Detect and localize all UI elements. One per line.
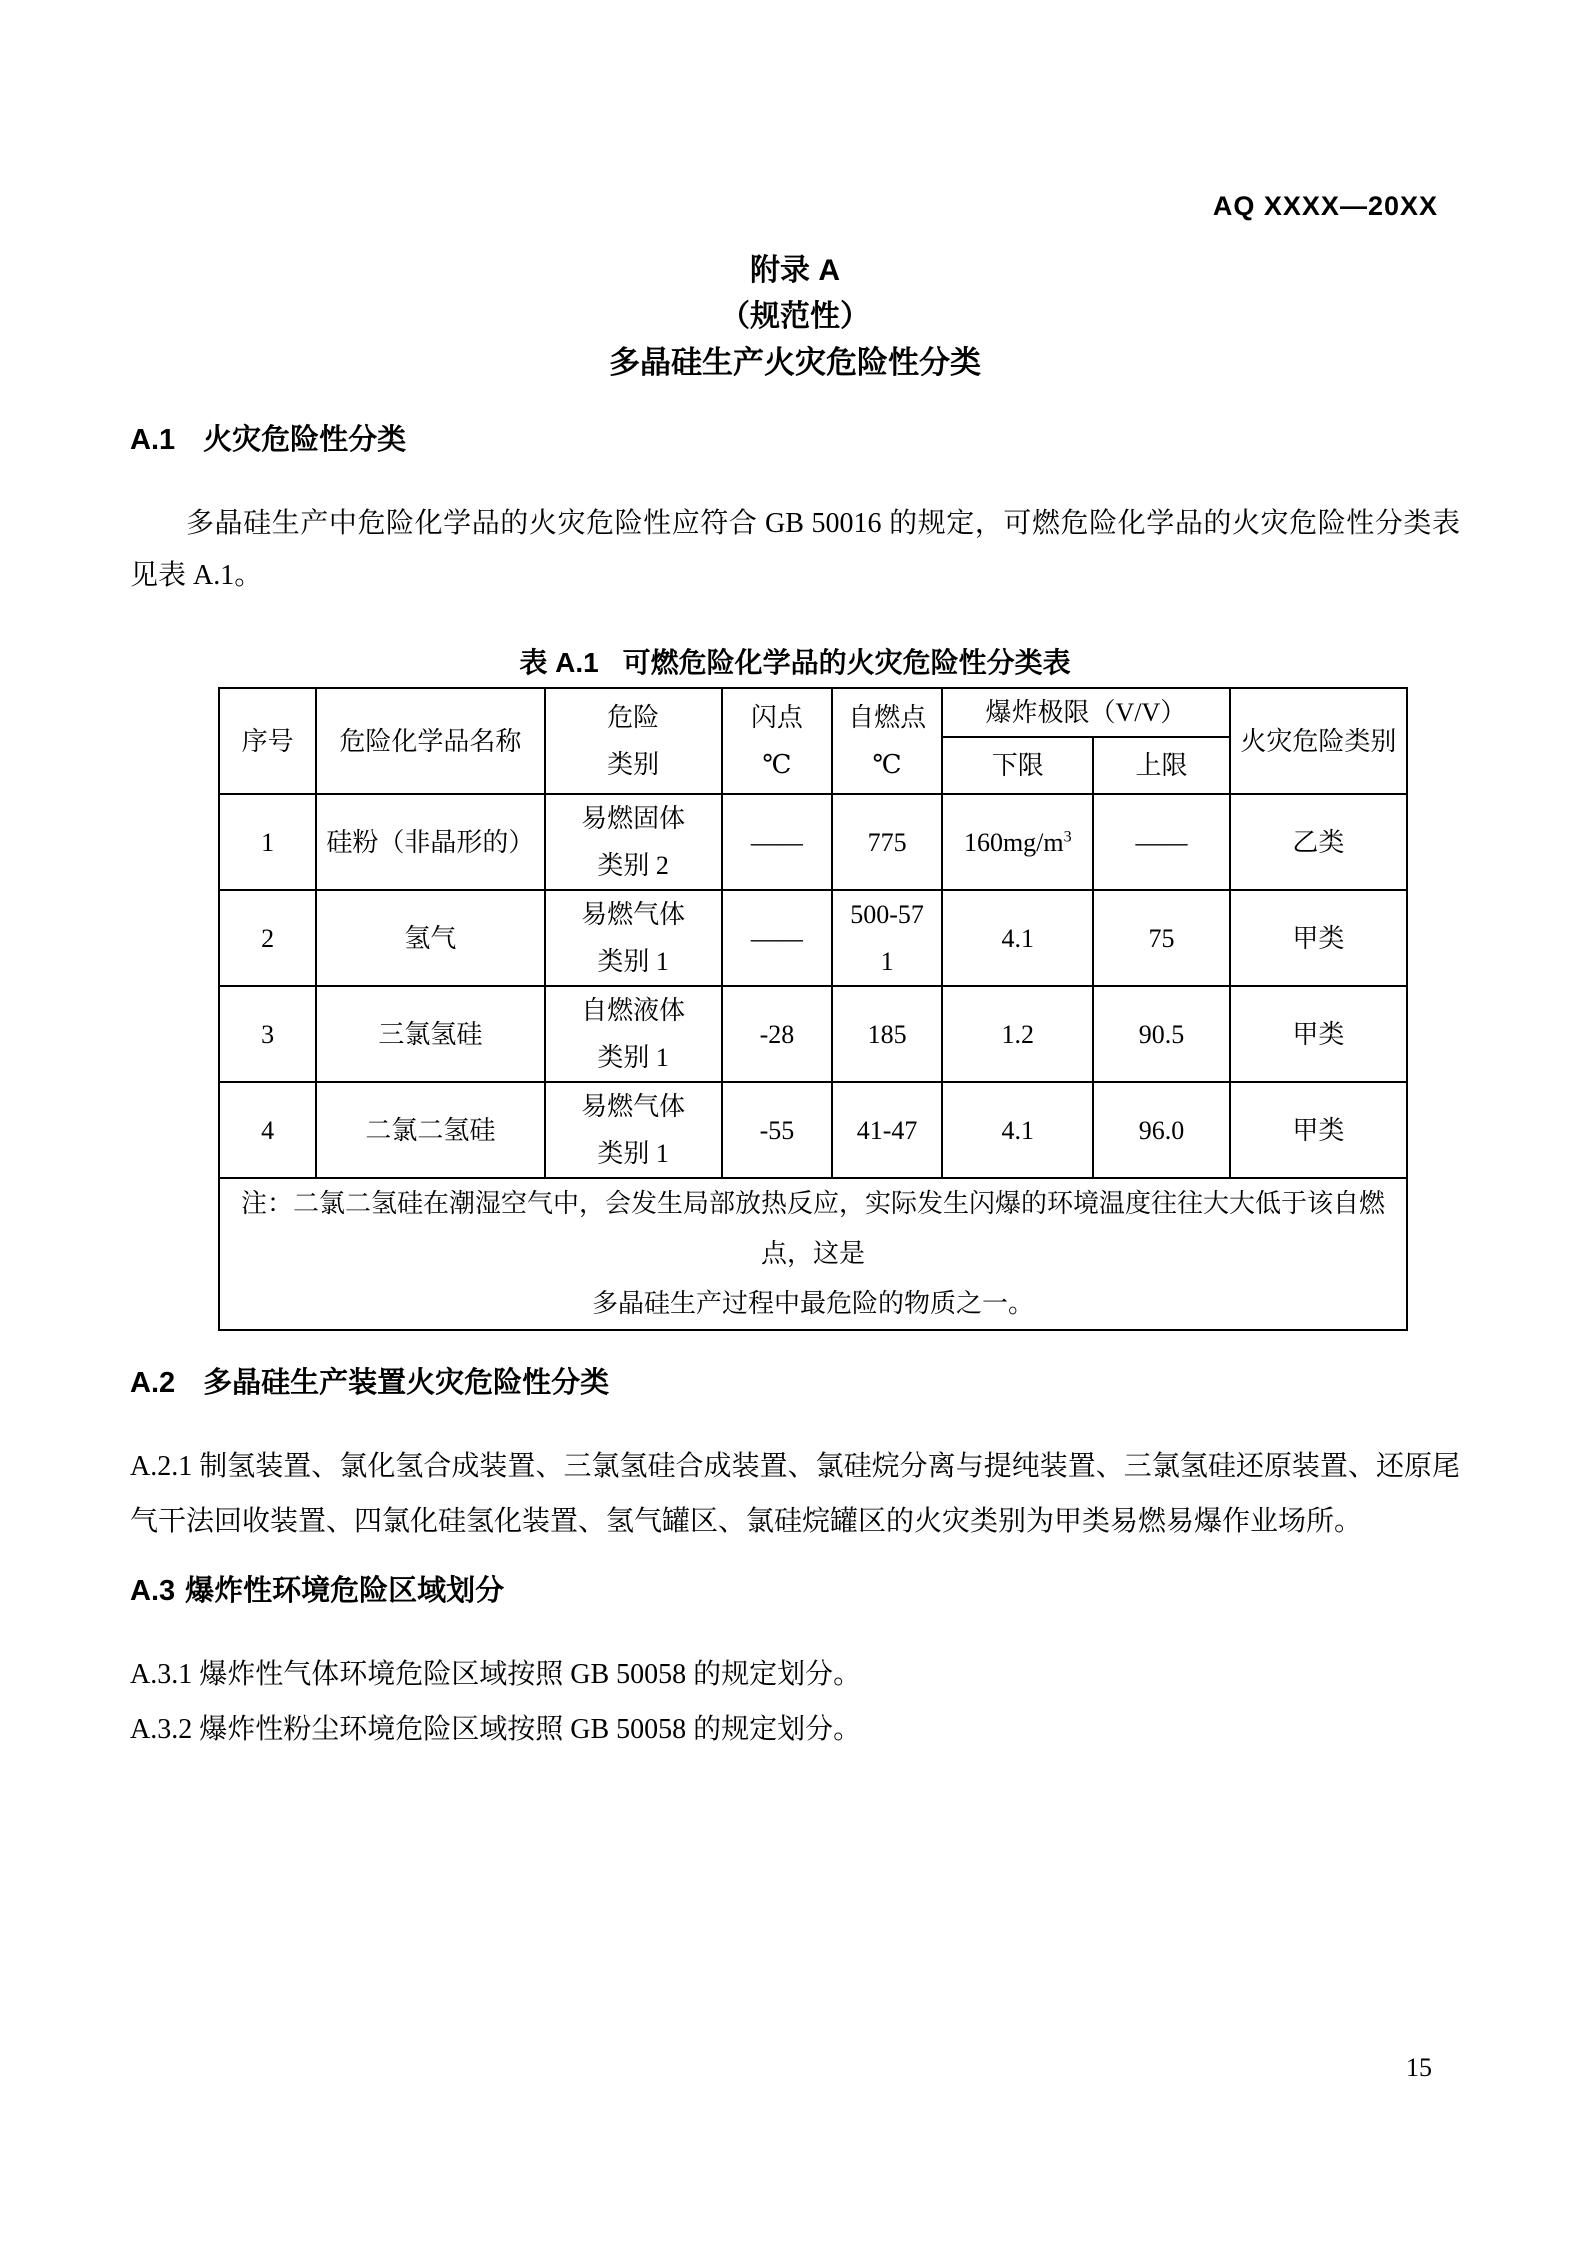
standard-code-header: AQ XXXX—20XX <box>1212 191 1438 221</box>
table-note-line-1: 注：二氯二氢硅在潮湿空气中，会发生局部放热反应，实际发生闪爆的环境温度往往大大低于该自燃点，这是 <box>240 1189 1385 1268</box>
cell-serial: 4 <box>219 1082 316 1178</box>
page-number: 15 <box>1406 2053 1432 2082</box>
cell-autoignition: 775 <box>832 794 942 890</box>
table-note <box>219 1178 1407 1330</box>
cell-hazard-class: 自燃液体 类别 1 <box>545 986 722 1082</box>
cell-lower-limit: $160mg/m^3$ <box>942 794 1093 890</box>
col-header-fire-class: 火灾危险类别 <box>1230 688 1407 794</box>
heading-a2 <box>130 1365 1460 1401</box>
cell-fire-class: 甲类 <box>1230 890 1407 986</box>
heading-a1 <box>130 422 1460 458</box>
cell-flash-point: -55 <box>722 1082 832 1178</box>
cell-lower-limit: 4.1 <box>942 1082 1093 1178</box>
cell-fire-class: 甲类 <box>1230 986 1407 1082</box>
cell-serial: 3 <box>219 986 316 1082</box>
cell-chemical-name: 三氯氢硅 <box>316 986 544 1082</box>
cell-lower-limit: 1.2 <box>942 986 1093 1082</box>
cell-autoignition: 500-57 1 <box>832 890 942 986</box>
paragraph-a2-1: A.2.1 制氢装置、氯化氢合成装置、三氯氢硅合成装置、氯硅烷分离与提纯装置、三氯氢硅还原装置、还原尾气干法回收装置、四氯化硅氢化装置、氢气罐区、氯硅烷罐区的火灾类别为甲类易燃易爆作业场所。 <box>130 1451 1460 1537</box>
appendix-subject-title: 多晶硅生产火灾危险性分类 <box>609 345 981 380</box>
cell-hazard-class: 易燃气体 类别 1 <box>545 890 722 986</box>
table-caption-text: 可燃危险化学品的火灾危险性分类表 <box>622 647 1071 678</box>
col-header-chemical-name: 危险化学品名称 <box>316 688 544 794</box>
col-header-flash-point: 闪点 ℃ <box>722 688 832 794</box>
paragraph-a3-2: A.3.2 爆炸性粉尘环境危险区域按照 GB 50058 的规定划分。 <box>130 1714 862 1745</box>
appendix-title: 附录 A <box>750 254 840 287</box>
table-note-line-2: 多晶硅生产过程中最危险的物质之一。 <box>591 1289 1034 1318</box>
cell-chemical-name: 氢气 <box>316 890 544 986</box>
col-header-lower-limit: 下限 <box>942 737 1093 794</box>
heading-a3 <box>130 1573 1460 1609</box>
cell-upper-limit: 90.5 <box>1093 986 1229 1082</box>
heading-a2-number: A.2 <box>130 1367 176 1399</box>
table-header-row-1 <box>219 688 1407 737</box>
cell-flash-point: -28 <box>722 986 832 1082</box>
col-header-explosive-limits: 爆炸极限（V/V） <box>942 688 1229 737</box>
table-row <box>219 986 1407 1082</box>
table-note-row <box>219 1178 1407 1330</box>
cell-lower-limit: 4.1 <box>942 890 1093 986</box>
cell-autoignition: 41-47 <box>832 1082 942 1178</box>
cell-serial: 2 <box>219 890 316 986</box>
cell-chemical-name: 硅粉（非晶形的） <box>316 794 544 890</box>
heading-a2-title: 多晶硅生产装置火灾危险性分类 <box>203 1367 610 1399</box>
heading-a1-number: A.1 <box>130 424 176 456</box>
heading-a1-title: 火灾危险性分类 <box>203 424 407 456</box>
cell-fire-class: 乙类 <box>1230 794 1407 890</box>
title-block <box>130 248 1460 386</box>
table-caption <box>130 646 1460 680</box>
cell-flash-point: —— <box>722 890 832 986</box>
heading-a3-title: 爆炸性环境危险区域划分 <box>185 1575 505 1607</box>
col-header-autoignition: 自燃点 ℃ <box>832 688 942 794</box>
paragraph-a3-1: A.3.1 爆炸性气体环境危险区域按照 GB 50058 的规定划分。 <box>130 1659 862 1690</box>
cell-fire-class: 甲类 <box>1230 1082 1407 1178</box>
cell-flash-point: —— <box>722 794 832 890</box>
normative-label: （规范性） <box>720 300 870 333</box>
heading-a3-number: A.3 <box>130 1575 176 1607</box>
cell-serial: 1 <box>219 794 316 890</box>
table-row <box>219 794 1407 890</box>
col-header-upper-limit: 上限 <box>1093 737 1229 794</box>
col-header-hazard-class: 危险 类别 <box>545 688 722 794</box>
cell-autoignition: 185 <box>832 986 942 1082</box>
cell-upper-limit: 75 <box>1093 890 1229 986</box>
fire-hazard-classification-table <box>218 687 1408 1331</box>
col-header-serial: 序号 <box>219 688 316 794</box>
cell-upper-limit: 96.0 <box>1093 1082 1229 1178</box>
superscript: 3 <box>1063 827 1072 845</box>
cell-chemical-name: 二氯二氢硅 <box>316 1082 544 1178</box>
table-caption-number: 表 A.1 <box>519 647 599 678</box>
cell-hazard-class: 易燃气体 类别 1 <box>545 1082 722 1178</box>
paragraph-a1: 多晶硅生产中危险化学品的火灾危险性应符合 GB 50016 的规定，可燃危险化学品的火灾危险性分类表见表 A.1。 <box>130 508 1460 591</box>
cell-upper-limit: —— <box>1093 794 1229 890</box>
table-row <box>219 890 1407 986</box>
table-row <box>219 1082 1407 1178</box>
cell-hazard-class: 易燃固体 类别 2 <box>545 794 722 890</box>
